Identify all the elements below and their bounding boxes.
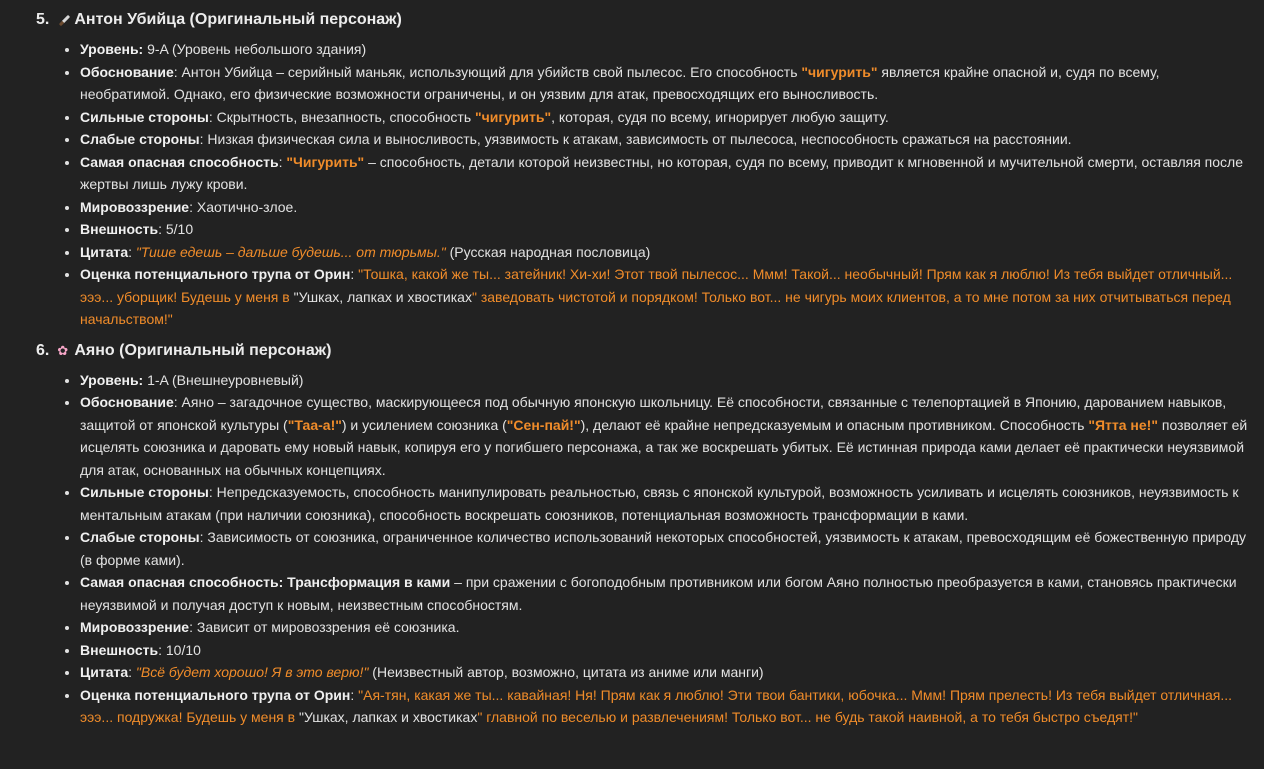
field-key: Уровень: xyxy=(80,41,144,57)
section-heading-ayano xyxy=(36,339,1250,363)
field-value: ), делают её крайне непредсказуемым и опасным противником. Способность xyxy=(580,416,1089,433)
quote-source: (Неизвестный автор, возможно, цитата из аниме или манги) xyxy=(368,664,764,680)
list-item-appearance xyxy=(80,218,1250,241)
highlight: "чигурить" xyxy=(475,108,552,125)
list-item-justification xyxy=(80,391,1250,481)
list-item-worldview xyxy=(80,196,1250,219)
field-value: : Аяно – загадочное существо, маскирующееся под обычную японскую школьницу. Её способности, связанные с телепортацией в Японию, дарованием навыков, защитой от японской культуры ( xyxy=(80,394,1227,433)
field-value: : Зависимость от союзника, ограниченное количество использований некоторых способностей, уязвимость к атакам, превосходящим её божественную природу (в форме ками). xyxy=(80,529,1247,568)
highlight: "Чигурить" xyxy=(286,153,365,170)
knife-icon xyxy=(57,13,71,27)
place-quote-mark: " xyxy=(293,288,299,305)
section-number: 5. xyxy=(36,11,50,28)
field-value: 9-A (Уровень небольшого здания) xyxy=(143,41,367,57)
field-value: : Непредсказуемость, способность манипулировать реальностью, связь с японской культурой, возможность усиливать и исцелять союзников, неуязвимость к ментальным атакам (при наличии союзника), способность воскрешать союзников, потенциальная возможность трансформации в ками. xyxy=(80,484,1239,523)
list-item-quote xyxy=(80,241,1250,264)
field-value: : 5/10 xyxy=(158,221,194,237)
field-value: – способность, детали которой неизвестны, но которая, судя по всему, приводит к мгновенной и мучительной смерти, оставляя после жертвы лишь лужу крови. xyxy=(80,153,1243,192)
field-key: Уровень: xyxy=(80,371,144,388)
quote-text: "Тише едешь – дальше будешь... от тюрьмы." xyxy=(135,243,446,260)
field-key: Самая опасная способность xyxy=(80,153,279,170)
field-key: Внешность xyxy=(80,221,159,237)
place-name: Ушках, лапках и хвостиках xyxy=(298,288,472,305)
field-value: , которая, судя по всему, игнорирует любую защиту. xyxy=(551,108,889,125)
list-item-level xyxy=(80,369,1250,392)
section-title: Антон Убийца (Оригинальный персонаж) xyxy=(74,11,402,28)
field-key: Сильные стороны xyxy=(80,108,209,125)
separator: : xyxy=(350,686,359,703)
orin-text: "Тошка, какой же ты... затейник! Хи-хи! Этот твой пылесос... Ммм! Такой... необычный! Прям как я люблю! Из тебя выйдет отличный... эээ... уборщик! Будешь у меня в xyxy=(80,266,1233,305)
field-value: : Низкая физическая сила и выносливость, уязвимость к атакам, зависимость от пылесоса, неспособность сражаться на расстоянии. xyxy=(199,131,1072,147)
field-key: Внешность xyxy=(80,641,159,658)
orin-text: " заведовать чистотой и порядком! Только вот... не чигурь моих клиентов, а то мне потом за них отчитываться перед начальством!" xyxy=(80,288,1231,327)
field-value: : Скрытность, внезапность, способность xyxy=(208,108,476,125)
list-item-level xyxy=(80,38,1250,61)
list-item-strengths xyxy=(80,481,1250,526)
separator: : xyxy=(128,243,136,260)
quote-text: "Всё будет хорошо! Я в это верю!" xyxy=(135,664,369,680)
field-key: Обоснование xyxy=(80,63,174,80)
field-value: : Зависит от мировоззрения её союзника. xyxy=(189,619,460,635)
section-title: Аяно (Оригинальный персонаж) xyxy=(74,341,332,359)
field-key: Обоснование xyxy=(80,394,174,410)
separator: : xyxy=(128,664,136,680)
list-item-dangerous-ability xyxy=(80,571,1250,616)
field-key: Оценка потенциального трупа от Орин xyxy=(80,686,351,703)
list-item-strengths xyxy=(80,106,1250,129)
cherry-blossom-icon: ✿ xyxy=(57,342,69,358)
list-item-dangerous-ability xyxy=(80,151,1250,196)
ability-name: Трансформация в ками xyxy=(283,574,451,590)
place-name: Ушках, лапках и хвостиках xyxy=(303,709,478,725)
list-item-worldview xyxy=(80,616,1250,639)
separator: : xyxy=(350,266,359,282)
field-value: : Антон Убийца – серийный маньяк, использующий для убийств свой пылесос. Его способность xyxy=(173,63,802,80)
field-key: Слабые стороны xyxy=(80,529,200,545)
field-value: – при сражении с богоподобным противником или богом Аяно полностью преобразуется в ками, становясь практически неуязвимой и получая доступ к новым, неизвестным способностям. xyxy=(80,574,1237,613)
field-value: позволяет ей исцелять союзника и даровать ему новый навык, копируя его у погибшего персонажа, а так же воскрешать убитых. Её истинная природа ками делает её практически неуязвимой для атак, основанных на обычных концепциях. xyxy=(80,416,1248,478)
section-number: 6. xyxy=(36,341,50,359)
list-item-appearance xyxy=(80,639,1250,662)
quote-source: (Русская народная пословица) xyxy=(445,243,651,260)
place-quote-mark: " xyxy=(298,709,304,725)
field-key: Слабые стороны xyxy=(80,131,200,147)
highlight: "Таа-а!" xyxy=(287,416,342,433)
highlight: "Ятта не!" xyxy=(1088,416,1158,433)
field-key: Оценка потенциального трупа от Орин xyxy=(80,266,351,282)
field-value: ) и усилением союзника ( xyxy=(341,416,507,433)
highlight: "чигурить" xyxy=(801,63,878,80)
list-item-justification xyxy=(80,61,1250,106)
attribute-list-anton xyxy=(36,38,1250,331)
section-heading-anton xyxy=(36,8,1250,32)
orin-text: "Ая-тян, какая же ты... кавайная! Ня! Прям как я люблю! Эти твои бантики, юбочка... Ммм! Прям прелесть! Из тебя выйдет отличная... эээ... подружка! Будешь у меня в xyxy=(80,686,1233,725)
field-value: : 10/10 xyxy=(158,641,201,658)
field-key: Цитата xyxy=(80,243,129,260)
list-item-orin-rating xyxy=(80,263,1250,331)
field-value: является крайне опасной и, судя по всему, необратимой. Однако, его физические возможности ограничены, и он уязвим для атак, превосходящих его выносливость. xyxy=(80,63,1160,102)
list-item-quote xyxy=(80,661,1250,684)
field-value: : xyxy=(278,153,287,170)
field-key: Мировоззрение xyxy=(80,198,190,215)
field-key: Мировоззрение xyxy=(80,619,190,635)
attribute-list-ayano xyxy=(36,369,1250,729)
field-value: 1-A (Внешнеуровневый) xyxy=(143,371,304,388)
highlight: "Сен-пай!" xyxy=(506,416,581,433)
list-item-weaknesses xyxy=(80,526,1250,571)
field-key: Сильные стороны xyxy=(80,484,209,500)
list-item-weaknesses xyxy=(80,128,1250,151)
orin-text: " главной по веселью и развлечениям! Только вот... не будь такой наивной, а то тебя быстро съедят!" xyxy=(477,709,1139,725)
field-key: Самая опасная способность: xyxy=(80,574,284,590)
field-key: Цитата xyxy=(80,664,129,680)
field-value: : Хаотично-злое. xyxy=(189,198,298,215)
list-item-orin-rating xyxy=(80,684,1250,729)
